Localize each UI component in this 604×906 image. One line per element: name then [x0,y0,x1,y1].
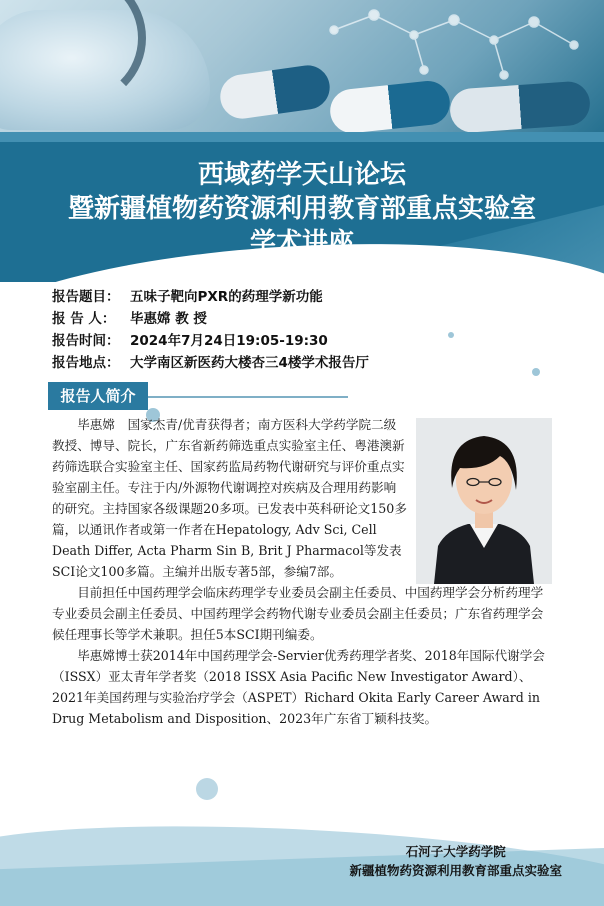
organizer-line-2: 新疆植物药资源利用教育部重点实验室 [349,863,562,878]
title-line-1: 西域药学天山论坛 [197,160,406,190]
bio-paragraph: 目前担任中国药理学会临床药理学专业委员会副主任委员、中国药理学会分析药理学专业委员会副主任委员、中国药理学会药物代谢专业委员会副主任委员；广东省药理学会候任理事长等学术兼职。担任5本SCI期刊编委。 [52,585,544,642]
info-value: 2024年7月24日19:05-19:30 [130,333,328,349]
molecule-image [304,0,604,90]
info-row-time [52,330,369,352]
info-row-location [52,352,369,374]
speaker-bio [52,414,554,729]
title-line-3: 学术讲座 [249,228,354,258]
section-divider [148,396,348,398]
info-label: 报告题目： [52,289,120,305]
info-value: 毕惠嫦 教 授 [130,311,207,327]
title-band-accent [0,132,604,142]
event-info [52,286,369,374]
bio-paragraph: 毕惠嫦 国家杰青/优青获得者；南方医科大学药学院二级教授、博导、院长，广东省新药筛选重点实验室主任、粤港澳新药筛选联合实验室主任、国家药监局药物代谢研究与评价重点实验室副主任。专注于内/外源物代谢调控对疾病及合理用药影响的研究。主持国家各级课题20多项。已发表中英科研论文150多篇，以通讯作者或第一作者在Hepatology, Adv Sci, Cell Death Differ, Acta Pharm Sin B, Brit J Pharmacol等发表SCI论文100多篇。主编并出版专著5部，参编7部。 [52,417,407,579]
decorative-dot [532,368,540,376]
info-label: 报告时间： [52,333,120,349]
section-heading: 报告人简介 [48,382,148,410]
header-banner-image [0,0,604,150]
info-value: 大学南区新医药大楼杏三4楼学术报告厅 [130,355,369,371]
info-value: 五味子靶向PXR的药理学新功能 [130,289,323,305]
organizer [349,842,562,880]
title-line-2: 暨新疆植物药资源利用教育部重点实验室 [67,194,536,224]
decorative-dot [448,332,454,338]
info-row-topic [52,286,369,308]
info-row-speaker [52,308,369,330]
info-label: 报告地点： [52,355,120,371]
bio-paragraph: 毕惠嫦博士获2014年中国药理学会-Servier优秀药理学者奖、2018年国际代谢学会（ISSX）亚太青年学者奖（2018 ISSX Asia Pacific New Investigator Award）、2021年美国药理与实验治疗学会（ASPET）Richard Okita Early Career Award in Drug Metabolism and Disposition、2023年广东省丁颖科技奖。 [52,648,545,726]
decorative-dot [196,778,218,800]
info-label: 报 告 人： [52,311,116,327]
organizer-line-1: 石河子大学药学院 [405,844,506,859]
